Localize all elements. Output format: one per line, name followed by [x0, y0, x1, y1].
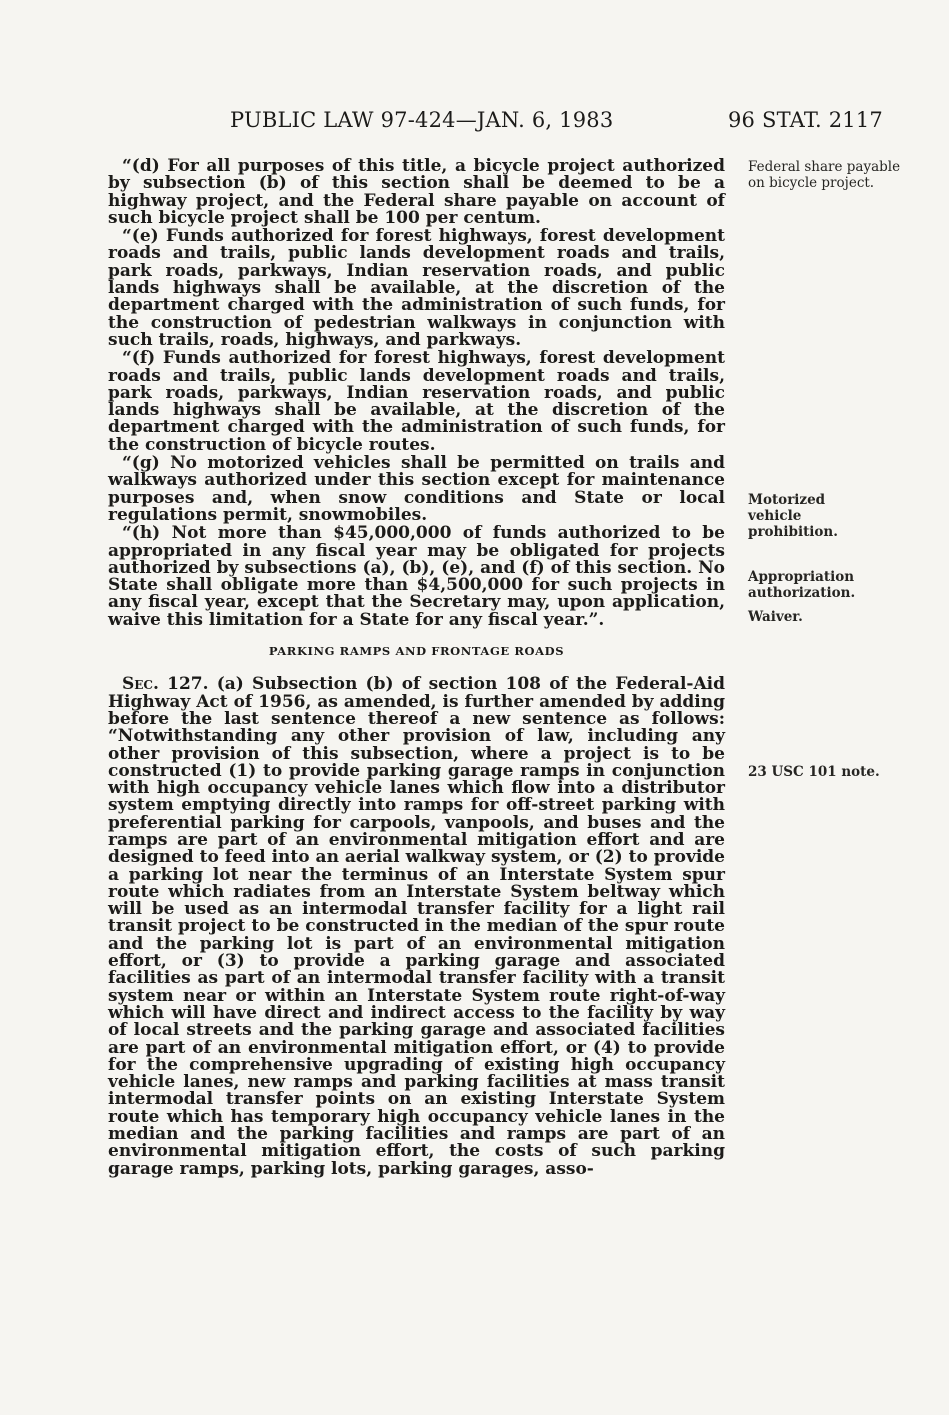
- section-127-text: 127. (a) Subsection (b) of section 108 of the Federal-Aid Highway Act of 1956, as amended, is further amended by adding before the last sentence thereof a new sentence as follows: “Notwithstanding any other provision of law, including any other provision of this subsection, where a project is to be constructed (1) to provide parking garage ramps in conjunction with high occupancy vehicle lanes which flow into a distributor system emptying directly into ramps for off-street parking with preferential parking for carpools, vanpools, and buses and the ramps are part of an environmental mitigation effort and are designed to feed into an aerial walkway system, or (2) to provide a parking lot near the terminus of an Interstate System spur route which radiates from an Interstate System beltway which will be used as an intermodal transfer facility for a light rail transit project to be constructed in the median of the spur route and the parking lot is part of an environmental mitigation effort, or (3) to provide a parking garage and associated facilities as part of an intermodal transfer facility with a transit system near or within an Interstate System route right-of-way which will have direct and indirect access to the facility by way of local streets and the parking garage and associated facilities are part of an environmental mitigation effort, or (4) to provide for the comprehensive upgrading of existing high occupancy vehicle lanes, new ramps and parking facilities at mass transit intermodal transfer points on an existing Interstate System route which has temporary high occupancy vehicle lanes in the median and the parking facilities and ramps are part of an environmental mitigation effort, the costs of such parking garage ramps, parking lots, parking garages, asso-: [108, 674, 725, 1179]
- margin-note-waiver: Waiver.: [748, 609, 803, 625]
- paragraph-f: “(f) Funds authorized for forest highways, forest development roads and trails, public lands development roads and trails, park roads, parkways, Indian reservation roads, and public lands highways shall be available, at the discretion of the department charged with the administration of such funds, for the construction of bicycle routes.: [108, 348, 725, 455]
- page-number-stat: 96 STAT. 2117: [728, 108, 883, 132]
- section-127-paragraph: [108, 676, 725, 1178]
- paragraph-h: “(h) Not more than $45,000,000 of funds authorized to be appropriated in any fiscal year may be obligated for projects authorized by subsections (a), (b), (e), and (f) of this section. No State shall obligate more than $4,500,000 for such projects in any fiscal year, except that the Secretary may, upon application, waive this limitation for a State for any fiscal year.”.: [108, 523, 725, 630]
- paragraph-g: “(g) No motorized vehicles shall be permitted on trails and walkways authorized under this section except for maintenance purposes and, when snow conditions and State or local regulations permit, snowmobiles.: [108, 453, 725, 525]
- margin-note-federal-share: Federal share payable on bicycle project.: [748, 159, 901, 191]
- margin-note-appropriation: Appropriation authorization.: [748, 569, 856, 601]
- section-label: Sec.: [122, 674, 159, 695]
- margin-note-usc: 23 USC 101 note.: [748, 764, 880, 780]
- paragraph-d: “(d) For all purposes of this title, a bicycle project authorized by subsection (b) of this section shall be deemed to be a highway project, and the Federal share payable on account of such bicycle project shall be 100 per centum.: [108, 156, 725, 228]
- section-heading: PARKING RAMPS AND FRONTAGE ROADS: [268, 644, 565, 659]
- page-header-title: PUBLIC LAW 97-424—JAN. 6, 1983: [230, 108, 614, 132]
- paragraph-e: “(e) Funds authorized for forest highways, forest development roads and trails, public lands development roads and trails, park roads, parkways, Indian reservation roads, and public lands highways shall be available, at the discretion of the department charged with the administration of such funds, for the construction of pedestrian walkways in conjunction with such trails, roads, highways, and parkways.: [108, 226, 725, 350]
- margin-note-motorized: Motorized vehicle prohibition.: [748, 492, 838, 540]
- main-text-column: [108, 158, 725, 1179]
